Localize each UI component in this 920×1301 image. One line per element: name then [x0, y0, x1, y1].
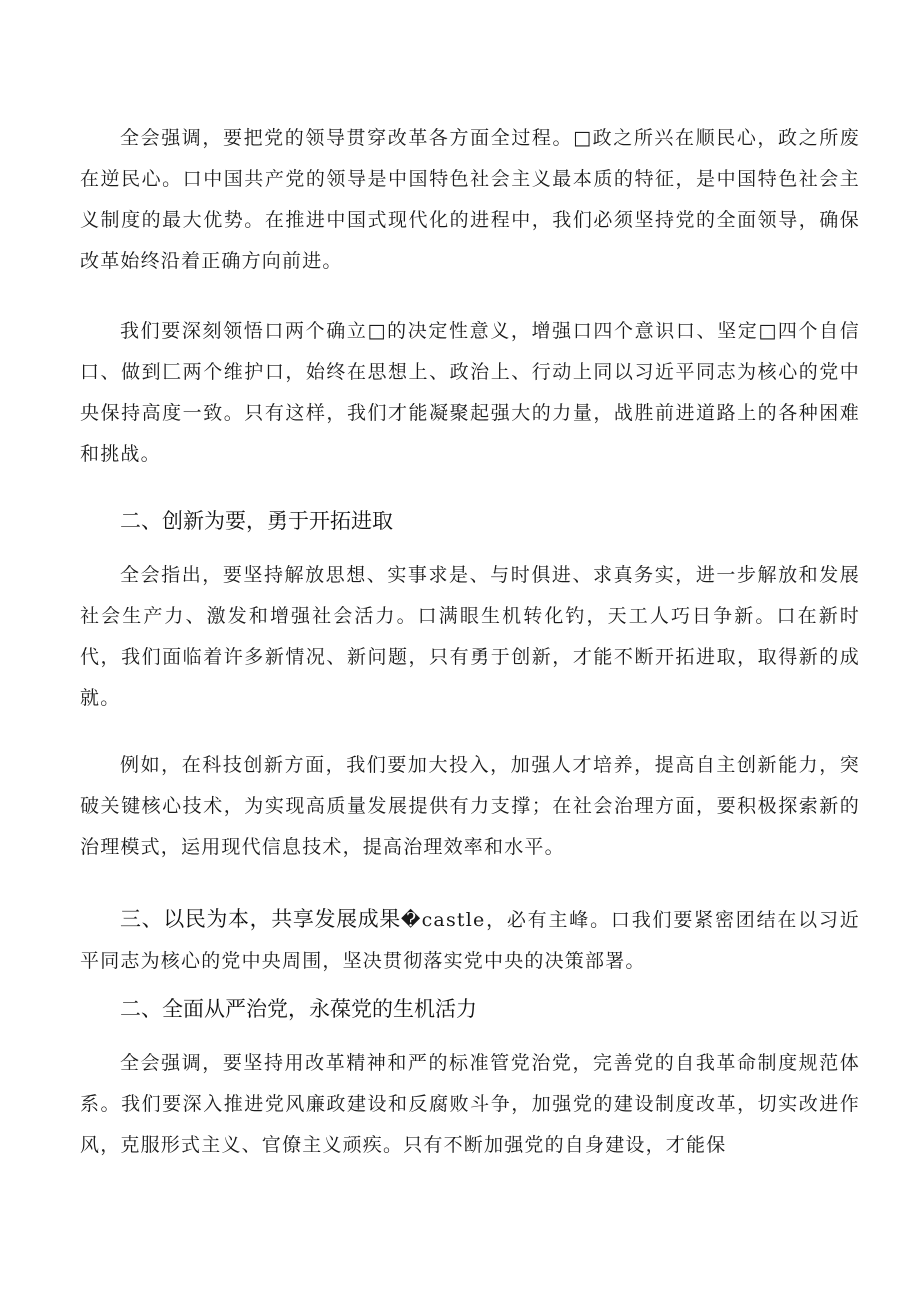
paragraph-two-establishments: 我们要深刻领悟口两个确立□的决定性意义，增强口四个意识口、坚定□四个自信口、做到匚两个维护口，始终在思想上、政治上、行动上同以习近平同志为核心的党中央保持高度一致。只有这样，我们才能凝聚起强大的力量，战胜前进道路上的各种困难和挑战。	[80, 320, 860, 465]
paragraph-emancipate-mind: 全会指出，要坚持解放思想、实事求是、与时俱进、求真务实，进一步解放和发展社会生产力、激发和增强社会活力。口满眼生机转化钓，天工人巧日争新。口在新时代，我们面临着许多新情况、新问题，只有勇于创新，才能不断开拓进取，取得新的成就。	[80, 564, 860, 709]
section-heading-party-discipline: 二、全面从严治党，永葆党的生机活力	[120, 997, 477, 1021]
section-heading-people-first-text: �castle，必有主峰。口我们要紧密团结在以习近平同志为核心的党中央周围，坚决贯彻落实党中央的决策部署。	[80, 909, 860, 972]
paragraph-tech-innovation: 例如，在科技创新方面，我们要加大投入，加强人才培养，提高自主创新能力，突破关键核心技术，为实现高质量发展提供有力支撑；在社会治理方面，要积极探索新的治理模式，运用现代信息技术，提高治理效率和水平。	[80, 754, 860, 858]
paragraph-party-leadership: 全会强调，要把党的领导贯穿改革各方面全过程。□政之所兴在顺民心，政之所废在逆民心。口中国共产党的领导是中国特色社会主义最本质的特征，是中国特色社会主义制度的最大优势。在推进中国式现代化的进程中，我们必须坚持党的全面领导，确保改革始终沿着正确方向前进。	[80, 127, 860, 272]
section-heading-people-first	[80, 899, 860, 982]
paragraph-self-revolution: 全会强调，要坚持用改革精神和严的标准管党治党，完善党的自我革命制度规范体系。我们要深入推进党风廉政建设和反腐败斗争，加强党的建设制度改革，切实改进作风，克服形式主义、官僚主义顽疾。只有不断加强党的自身建设，才能保	[80, 1052, 860, 1156]
section-heading-innovation: 二、创新为要，勇于开拓进取	[120, 509, 393, 533]
section-heading-people-first-title: 三、以民为本，共享发展成果	[120, 907, 401, 931]
